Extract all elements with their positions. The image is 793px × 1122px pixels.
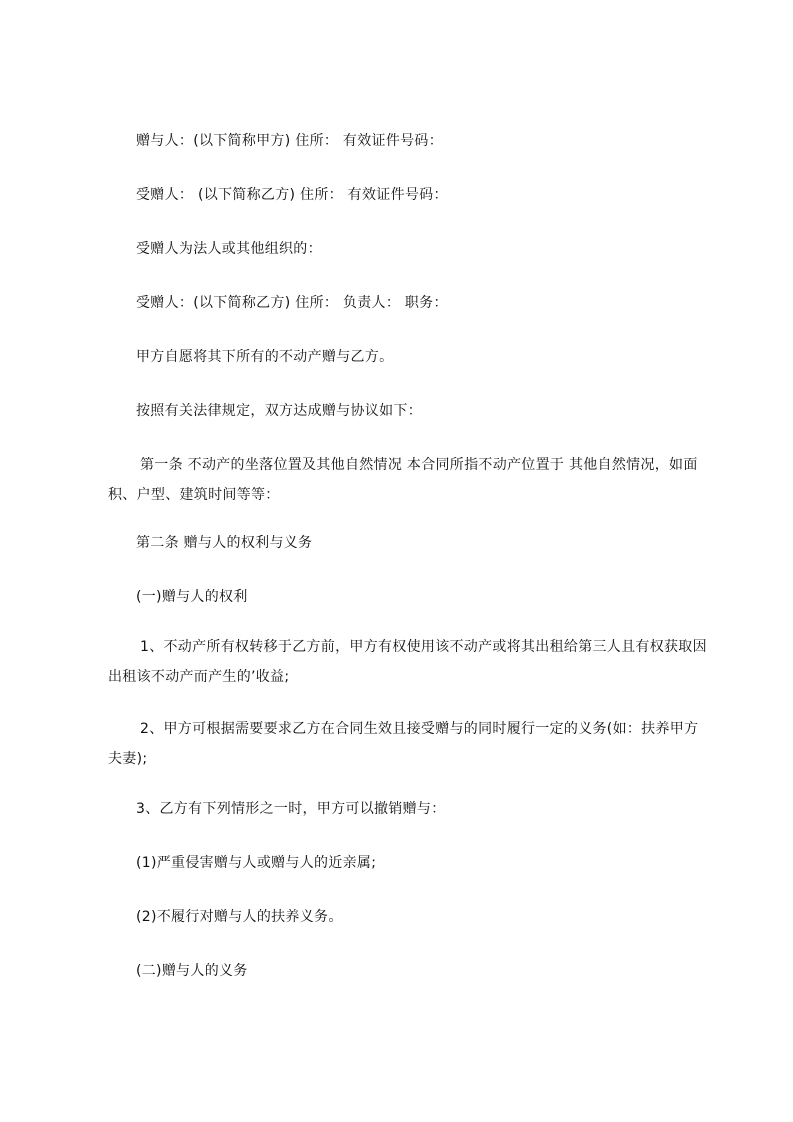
donation-intent-paragraph: 甲方自愿将其下所有的不动产赠与乙方。: [136, 349, 394, 365]
donor-obligations-heading: (二)赠与人的义务: [136, 963, 248, 979]
donee-organization-info-line: 受赠人：(以下简称乙方) 住所： 负责人： 职务：: [136, 295, 448, 311]
donor-info-line: 赠与人：(以下简称甲方) 住所： 有效证件号码：: [136, 133, 444, 149]
article-two-heading: 第二条 赠与人的权利与义务: [136, 535, 313, 551]
agreement-intro-paragraph: 按照有关法律规定，双方达成赠与协议如下：: [136, 403, 422, 419]
donor-right-item-1: 1、不动产所有权转移于乙方前，甲方有权使用该不动产或将其出租给第三人且有权获取因出租该不动产而产生的’收益;: [108, 639, 707, 685]
article-one-paragraph: 第一条 不动产的坐落位置及其他自然情况 本合同所指不动产位置于 其他自然情况，如面积、户型、建筑时间等等：: [108, 457, 698, 503]
donee-organization-note: 受赠人为法人或其他组织的：: [136, 241, 322, 257]
donor-right-item-2: 2、甲方可根据需要要求乙方在合同生效且接受赠与的同时履行一定的义务(如：扶养甲方夫妻);: [108, 721, 699, 767]
revocation-condition-2: (2)不履行对赠与人的扶养义务。: [136, 909, 343, 925]
donee-info-line: 受赠人： (以下简称乙方) 住所： 有效证件号码：: [136, 187, 448, 203]
donor-rights-heading: (一)赠与人的权利: [136, 589, 248, 605]
revocation-condition-1: (1)严重侵害赠与人或赠与人的近亲属;: [136, 855, 377, 871]
donor-right-item-3: 3、乙方有下列情形之一时，甲方可以撤销赠与：: [136, 801, 446, 817]
